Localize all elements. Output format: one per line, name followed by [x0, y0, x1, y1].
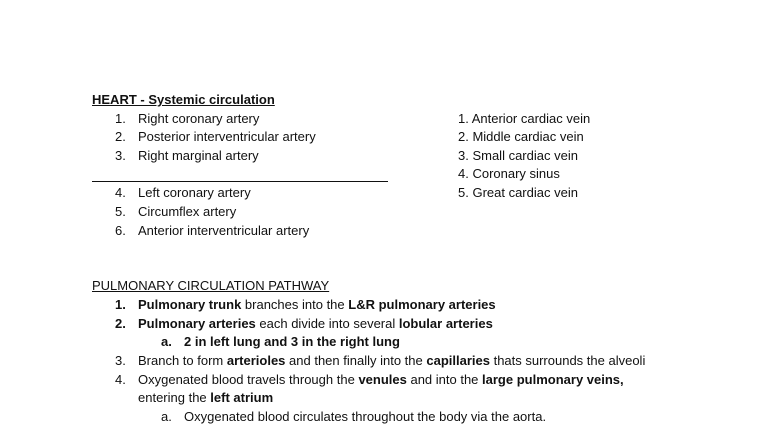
artery-item — [115, 129, 316, 145]
artery-item — [115, 148, 259, 164]
artery-item — [115, 204, 236, 220]
item-number: a. — [161, 334, 172, 349]
item-text: Anterior interventricular artery — [138, 223, 310, 238]
bold-term: lobular arteries — [398, 316, 493, 331]
item-number: 5. — [115, 204, 126, 219]
pulmonary-step — [115, 316, 493, 332]
item-number: 4. — [115, 185, 126, 200]
item-text: Oxygenated blood travels through the — [138, 372, 359, 387]
vein-item: 1. Anterior cardiac vein — [458, 111, 591, 126]
bold-term: left atrium — [210, 390, 274, 405]
bold-term: venules — [358, 372, 407, 387]
item-text: Oxygenated blood circulates throughout the body via the aorta. — [184, 409, 547, 424]
pulmonary-step-continued — [138, 390, 273, 406]
pulmonary-substep — [161, 334, 400, 350]
item-text: branches into the — [241, 297, 349, 312]
item-number: 2. — [115, 129, 126, 144]
artery-item — [115, 111, 259, 127]
divider-line — [92, 181, 388, 182]
item-text: and into the — [406, 372, 483, 387]
bold-term: large pulmonary veins, — [482, 372, 624, 387]
item-number: 1. — [115, 297, 126, 312]
item-text: Right marginal artery — [138, 148, 259, 163]
item-number: 3. — [115, 148, 126, 163]
artery-item — [115, 223, 309, 239]
item-text: thats surrounds the alveoli — [489, 353, 646, 368]
item-text: entering the — [138, 390, 211, 405]
item-text: 2 in left lung and 3 in the right lung — [184, 334, 400, 349]
item-text: and then finally into the — [285, 353, 427, 368]
vein-item: 5. Great cardiac vein — [458, 185, 578, 200]
pulmonary-substep — [161, 409, 546, 425]
item-text: Right coronary artery — [138, 111, 260, 126]
bold-term: Pulmonary arteries — [138, 316, 256, 331]
item-number: 3. — [115, 353, 126, 368]
item-text: Circumflex artery — [138, 204, 237, 219]
vein-item: 2. Middle cardiac vein — [458, 129, 584, 144]
item-number: 4. — [115, 372, 126, 387]
pulmonary-step — [115, 297, 496, 313]
item-number: 1. — [115, 111, 126, 126]
bold-term: arterioles — [226, 353, 286, 368]
bold-term: capillaries — [426, 353, 490, 368]
systemic-heading: HEART - Systemic circulation — [92, 92, 275, 107]
bold-term: L&R pulmonary arteries — [348, 297, 496, 312]
pulmonary-heading: PULMONARY CIRCULATION PATHWAY — [92, 278, 330, 293]
vein-item: 4. Coronary sinus — [458, 166, 560, 181]
bold-term: Pulmonary trunk — [138, 297, 242, 312]
artery-item — [115, 185, 251, 201]
item-text: Left coronary artery — [138, 185, 251, 200]
pulmonary-step — [115, 353, 645, 369]
item-text: each divide into several — [255, 316, 399, 331]
item-number: 2. — [115, 316, 126, 331]
item-number: a. — [161, 409, 172, 424]
item-text: Posterior interventricular artery — [138, 129, 316, 144]
pulmonary-step — [115, 372, 624, 388]
item-number: 6. — [115, 223, 126, 238]
vein-item: 3. Small cardiac vein — [458, 148, 578, 163]
item-text: Branch to form — [138, 353, 227, 368]
